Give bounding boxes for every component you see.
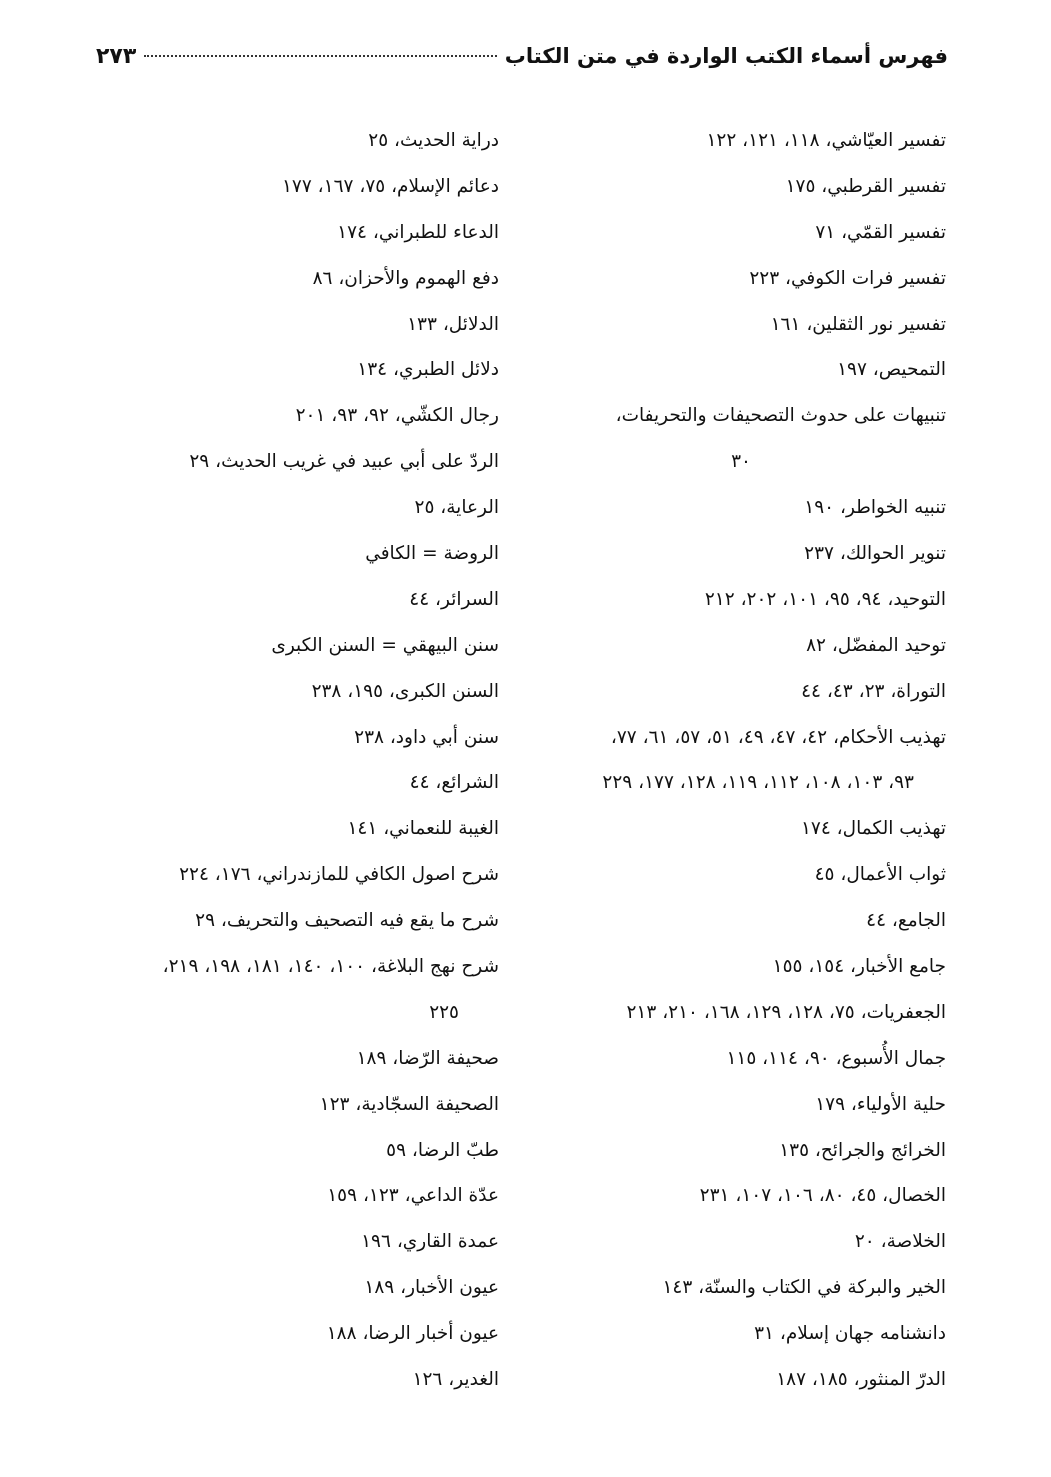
header-title: فهرس أسماء الكتب الواردة في متن الكتاب bbox=[504, 44, 948, 68]
index-entry: الخصال، ٤٥، ٨٠، ١٠٦، ١٠٧، ٢٣١ bbox=[699, 1185, 946, 1207]
index-entry: عيون الأخبار، ١٨٩ bbox=[364, 1277, 499, 1299]
index-entry: تفسير القرطبي، ١٧٥ bbox=[785, 175, 946, 197]
index-entry: الصحيفة السجّادية، ١٢٣ bbox=[319, 1093, 499, 1115]
index-entry: التوحيد، ٩٤، ٩٥، ١٠١، ٢٠٢، ٢١٢ bbox=[704, 588, 946, 610]
index-entry: تنوير الحوالك، ٢٣٧ bbox=[804, 543, 946, 565]
index-entry: الخير والبركة في الكتاب والسنّة، ١٤٣ bbox=[662, 1277, 946, 1299]
index-entry: شرح اصول الكافي للمازندراني، ١٧٦، ٢٢٤ bbox=[179, 864, 499, 886]
index-entry: الدرّ المنثور، ١٨٥، ١٨٧ bbox=[776, 1369, 946, 1391]
index-entry: التوراة، ٢٣، ٤٣، ٤٤ bbox=[801, 680, 946, 702]
index-entry: دانشنامه جهان إسلام، ٣١ bbox=[754, 1323, 946, 1345]
index-entry: تفسير فرات الكوفي، ٢٢٣ bbox=[749, 267, 946, 289]
index-entry: حلية الأولياء، ١٧٩ bbox=[815, 1093, 946, 1115]
index-entry-continuation: ٢٢٥ bbox=[429, 1001, 459, 1023]
index-entry: عدّة الداعي، ١٢٣، ١٥٩ bbox=[327, 1185, 499, 1207]
index-entry: تهذيب الأحكام، ٤٢، ٤٧، ٤٩، ٥١، ٥٧، ٦١، ٧٧، bbox=[610, 726, 946, 748]
index-entry: سنن البيهقي = السنن الكبرى bbox=[271, 634, 499, 656]
index-entry: الشرائع، ٤٤ bbox=[409, 772, 499, 794]
index-entry: جامع الأخبار، ١٥٤، ١٥٥ bbox=[772, 956, 946, 978]
index-entry: الغيبة للنعماني، ١٤١ bbox=[347, 818, 499, 840]
index-entry: تنبيه الخواطر، ١٩٠ bbox=[804, 497, 946, 519]
index-column-right bbox=[536, 118, 946, 1403]
running-header bbox=[96, 44, 948, 84]
page-number: ٢٧٣ bbox=[96, 44, 137, 69]
index-entry: تنبيهات على حدوث التصحيفات والتحريفات، bbox=[615, 405, 946, 427]
index-entry: الخرائج والجرائح، ١٣٥ bbox=[779, 1139, 946, 1161]
index-entry: عمدة القاري، ١٩٦ bbox=[361, 1231, 499, 1253]
index-entry: دعائم الإسلام، ٧٥، ١٦٧، ١٧٧ bbox=[281, 175, 499, 197]
index-entry: دلائل الطبري، ١٣٤ bbox=[357, 359, 499, 381]
index-entry: الروضة = الكافي bbox=[365, 543, 499, 565]
index-entry: شرح ما يقع فيه التصحيف والتحريف، ٢٩ bbox=[195, 910, 499, 932]
index-entry: تفسير نور الثقلين، ١٦١ bbox=[770, 313, 946, 335]
index-entry: عيون أخبار الرضا، ١٨٨ bbox=[326, 1323, 499, 1345]
index-entry: السرائر، ٤٤ bbox=[409, 588, 499, 610]
index-entry: الخلاصة، ٢٠ bbox=[854, 1231, 946, 1253]
index-entry: تفسير القمّي، ٧١ bbox=[815, 221, 946, 243]
index-entry: تهذيب الكمال، ١٧٤ bbox=[800, 818, 946, 840]
index-entry: السنن الكبرى، ١٩٥، ٢٣٨ bbox=[311, 680, 499, 702]
index-entry: الرعاية، ٢٥ bbox=[414, 497, 499, 519]
index-entry: طبّ الرضا، ٥٩ bbox=[386, 1139, 499, 1161]
index-entry: دفع الهموم والأحزان، ٨٦ bbox=[312, 267, 499, 289]
index-entry: توحيد المفضّل، ٨٢ bbox=[806, 634, 946, 656]
index-entry: الجامع، ٤٤ bbox=[866, 910, 946, 932]
index-entry: دراية الحديث، ٢٥ bbox=[368, 130, 499, 151]
index-entry: ثواب الأعمال، ٤٥ bbox=[814, 864, 946, 886]
index-entry: جمال الأُسبوع، ٩٠، ١١٤، ١١٥ bbox=[726, 1047, 946, 1069]
index-entry-continuation: ٩٣، ١٠٣، ١٠٨، ١١٢، ١١٩، ١٢٨، ١٧٧، ٢٢٩ bbox=[602, 772, 914, 794]
index-column-left bbox=[39, 118, 499, 1403]
index-entry: الجعفريات، ٧٥، ١٢٨، ١٢٩، ١٦٨، ٢١٠، ٢١٣ bbox=[626, 1001, 946, 1023]
index-entry: الدعاء للطبراني، ١٧٤ bbox=[337, 221, 499, 243]
index-entry: صحيفة الرّضا، ١٨٩ bbox=[356, 1047, 499, 1069]
index-entry: الدلائل، ١٣٣ bbox=[407, 313, 499, 335]
index-entry: شرح نهج البلاغة، ١٠٠، ١٤٠، ١٨١، ١٩٨، ٢١٩، bbox=[162, 956, 499, 978]
index-entry: سنن أبي داود، ٢٣٨ bbox=[354, 726, 499, 748]
index-entry: الغدير، ١٢٦ bbox=[412, 1369, 499, 1391]
index-entry: الردّ على أبي عبيد في غريب الحديث، ٢٩ bbox=[189, 451, 499, 473]
index-entry: التمحيص، ١٩٧ bbox=[837, 359, 946, 381]
index-entry: رجال الكشّي، ٩٢، ٩٣، ٢٠١ bbox=[295, 405, 499, 427]
index-entry: تفسير العيّاشي، ١١٨، ١٢١، ١٢٢ bbox=[706, 130, 946, 151]
index-entry-continuation: ٣٠ bbox=[731, 451, 751, 473]
header-leader-dots bbox=[144, 41, 496, 57]
